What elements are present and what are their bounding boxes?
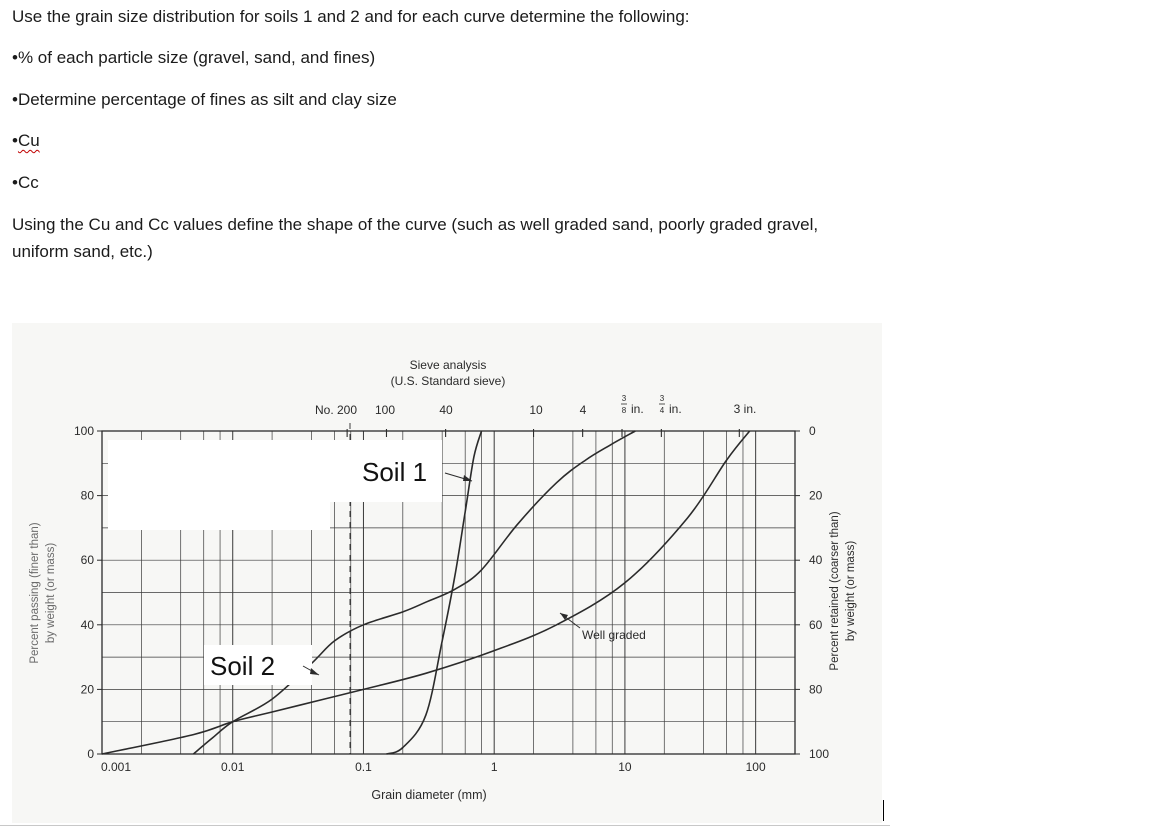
y-tick-label-right: 80 <box>809 682 823 697</box>
left-axis-title-line2: by weight (or mass) <box>45 542 57 644</box>
y-tick-label-left: 20 <box>80 682 94 697</box>
y-tick-label-left: 80 <box>80 488 94 503</box>
sieve-title-line2: (U.S. Standard sieve) <box>390 374 506 388</box>
sieve-label-3-8-unit: in. <box>631 402 644 416</box>
sieve-label-40: 40 <box>439 403 453 417</box>
instruction-curve-shape: Using the Cu and Cc values define the shape of the curve (such as well graded sand, poorly graded gravel, uniform sand, etc.) <box>12 215 819 261</box>
x-tick-label: 10 <box>618 760 632 774</box>
well-graded-label: Well graded <box>582 628 646 642</box>
grain-size-chart <box>12 323 882 823</box>
x-axis-title: Grain diameter (mm) <box>371 788 487 802</box>
x-tick-label: 0.1 <box>355 760 372 774</box>
x-tick-label: 1 <box>490 760 498 774</box>
right-axis-title-line1: Percent retained (coarser than) <box>829 511 841 671</box>
sieve-label-3-4-unit: in. <box>669 402 682 416</box>
y-tick-label-left: 40 <box>80 617 94 632</box>
sieve-label-3-4-num: 3 <box>659 394 665 403</box>
bullet-particle-size: •% of each particle size (gravel, sand, and fines) <box>12 48 376 67</box>
sieve-label-3-8-den: 8 <box>621 406 627 415</box>
sieve-label-10: 10 <box>529 403 543 417</box>
bullet-fines-split: •Determine percentage of fines as silt and clay size <box>12 90 397 109</box>
instruction-intro: Use the grain size distribution for soils 1 and 2 and for each curve determine the following: <box>12 7 690 26</box>
sieve-title-line1: Sieve analysis <box>409 358 487 372</box>
bullet-cu-dot: • <box>12 131 18 150</box>
x-tick-label: 100 <box>745 760 766 774</box>
bullet-cu <box>12 130 40 152</box>
y-tick-label-left: 60 <box>80 553 94 568</box>
x-tick-label: 0.01 <box>221 760 245 774</box>
left-axis-title-line1: Percent passing (finer than) <box>29 522 41 664</box>
y-tick-label-left: 100 <box>73 424 94 438</box>
y-tick-label-right: 0 <box>809 424 816 438</box>
text-cursor <box>883 800 884 821</box>
bullet-cc: •Cc <box>12 173 39 192</box>
soil2-label: Soil 2 <box>210 651 276 681</box>
sieve-label-3-4-den: 4 <box>659 406 665 415</box>
right-axis-title-line2: by weight (or mass) <box>845 540 857 642</box>
y-tick-label-right: 40 <box>809 553 823 568</box>
y-tick-label-right: 100 <box>809 747 830 761</box>
sieve-label-no200: No. 200 <box>314 403 358 417</box>
page-bottom-rule <box>0 825 890 826</box>
blank-cover-box <box>108 440 330 530</box>
grain-size-figure <box>12 323 882 823</box>
y-tick-label-left: 0 <box>87 747 94 761</box>
bullet-cu-word: Cu <box>17 131 40 150</box>
sieve-label-4: 4 <box>579 403 587 417</box>
sieve-label-100: 100 <box>374 403 396 417</box>
sieve-label-3-8-num: 3 <box>621 394 627 403</box>
y-tick-label-right: 20 <box>809 488 823 503</box>
y-tick-label-right: 60 <box>809 617 823 632</box>
soil1-label: Soil 1 <box>362 457 428 487</box>
x-tick-label: 0.001 <box>100 760 132 774</box>
sieve-label-3in: 3 in. <box>733 402 757 416</box>
figure-background <box>12 323 882 823</box>
